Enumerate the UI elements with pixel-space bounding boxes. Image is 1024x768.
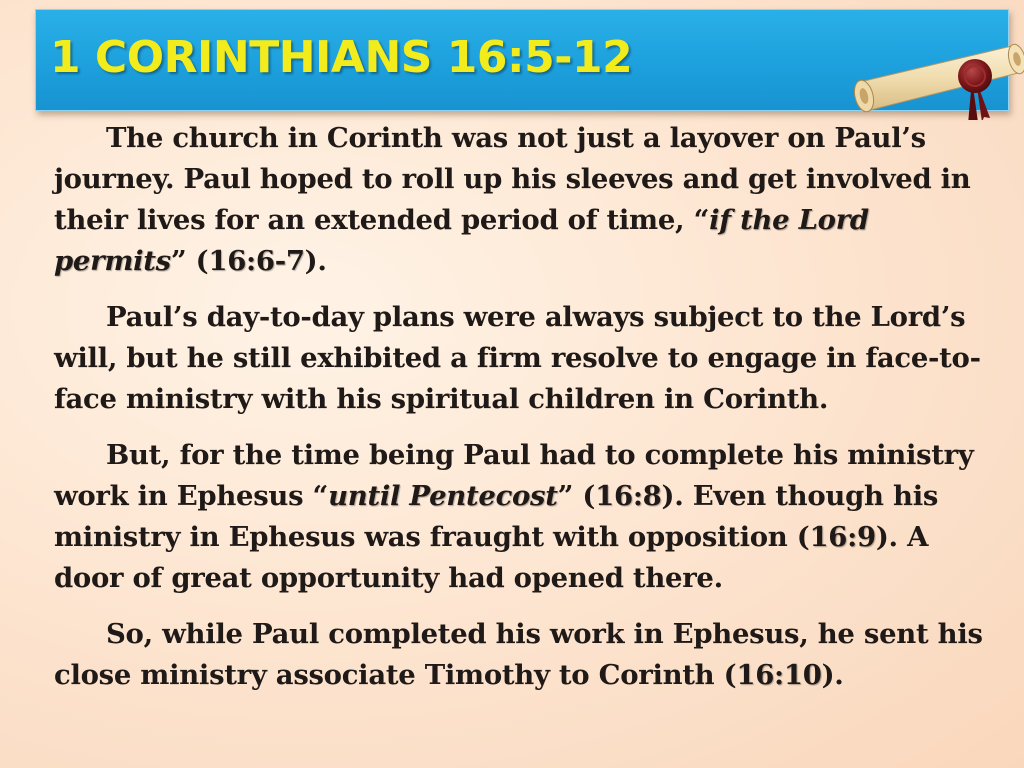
verse-reference: 16:6-7	[208, 245, 305, 277]
scripture-quote: until Pentecost	[328, 480, 558, 512]
paragraph-text: ” (	[557, 480, 596, 512]
paragraph-text: ). Even though his ministry in Ephesus was fraught with opposition (	[54, 480, 939, 553]
verse-reference: 16:9	[809, 521, 876, 553]
scroll-with-wax-seal-icon	[822, 10, 1024, 120]
title-bar	[35, 9, 1009, 111]
paragraph-2	[54, 297, 1004, 420]
slide-title: 1 CORINTHIANS 16:5-12	[50, 32, 633, 83]
paragraph-text: But, for the time being Paul had to complete his ministry work in Ephesus “	[54, 439, 974, 512]
paragraph-text: ).	[304, 245, 327, 277]
paragraph-text: The church in Corinth was not just a layover on Paul’s journey. Paul hoped to roll up his sleeves and get involved in their lives for an extended period of time, “	[54, 122, 971, 236]
paragraph-text: ). A door of great opportunity had opened there.	[54, 521, 929, 594]
slide-body	[54, 118, 1004, 711]
verse-reference: 16:10	[736, 659, 822, 691]
paragraph-text: Paul’s day-to-day plans were always subject to the Lord’s will, but he still exhibited a firm resolve to engage in face-to-face ministry with his spiritual children in Corinth.	[54, 301, 981, 415]
paragraph-3	[54, 435, 1004, 599]
paragraph-text: ” (	[170, 245, 209, 277]
verse-reference: 16:8	[595, 480, 662, 512]
scripture-quote: if the Lord permits	[54, 204, 869, 277]
paragraph-4	[54, 614, 1004, 696]
paragraph-1	[54, 118, 1004, 282]
paragraph-text: ).	[821, 659, 844, 691]
paragraph-text: So, while Paul completed his work in Ephesus, he sent his close ministry associate Timothy to Corinth (	[54, 618, 983, 691]
